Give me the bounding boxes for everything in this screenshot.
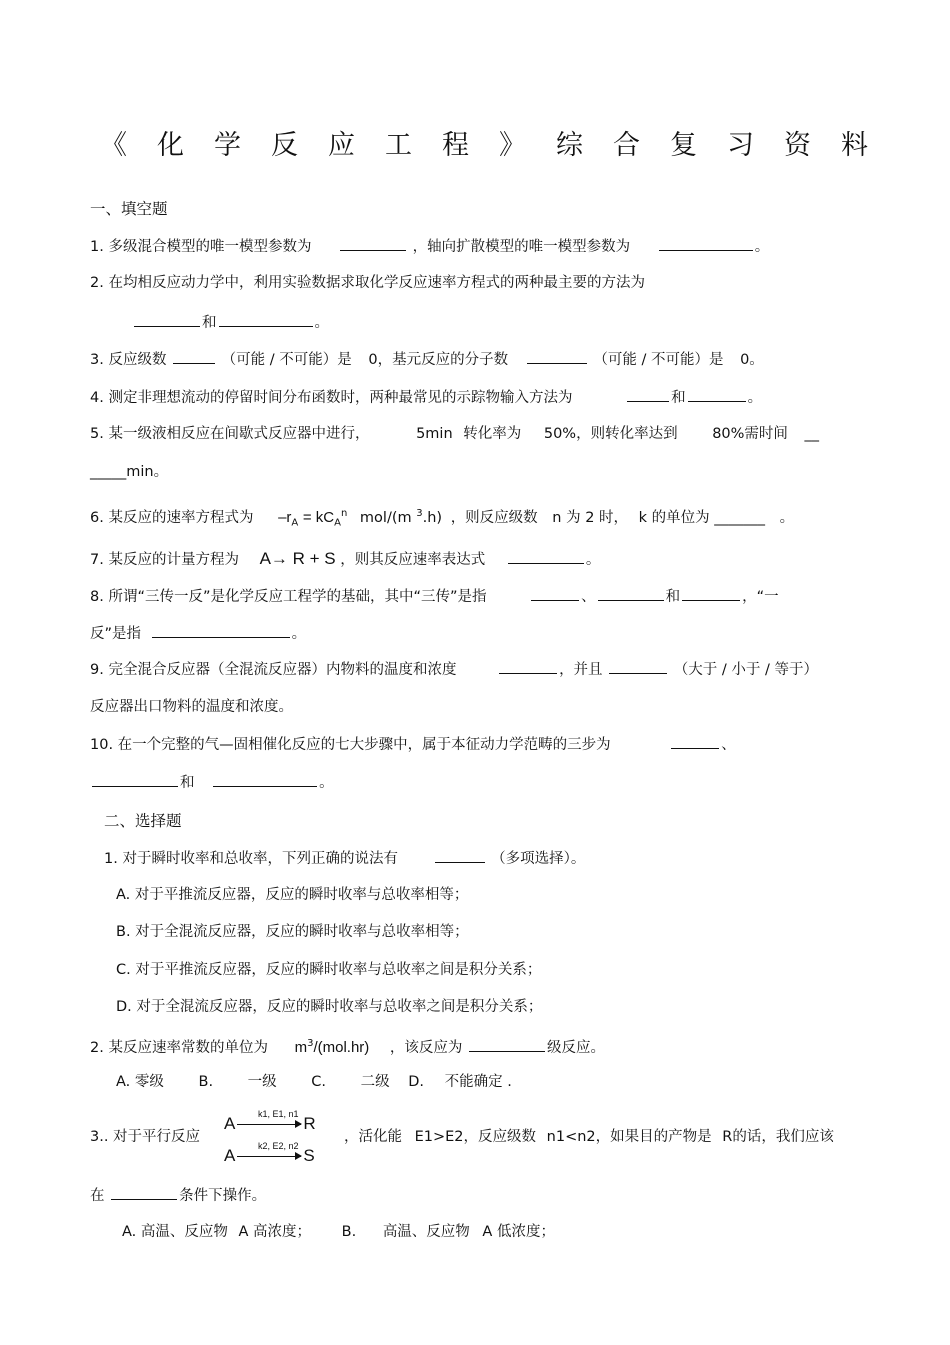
q8-text-d: ，“一	[742, 589, 779, 605]
question-3	[90, 348, 764, 371]
c2-option-b-letter[interactable]: B.	[198, 1074, 214, 1090]
c1-option-d[interactable]: D. 对于全混流反应器，反应的瞬时收率与总收率之间是积分关系；	[116, 999, 543, 1015]
page-title: 《化学反应工程》综合复习资料	[100, 130, 870, 161]
q3-text-c: 0，基元反应的分子数	[368, 352, 509, 368]
q6-text-l: k 的单位为	[638, 509, 710, 526]
q1-text-b: ，轴向扩散模型的唯一模型参数为	[412, 239, 631, 255]
q6-text-k: n 为 2 时，	[552, 509, 629, 526]
c3-option-a[interactable]: A. 高温、反应物	[122, 1224, 228, 1240]
c3-options	[122, 1221, 555, 1243]
section-heading-fill: 一、填空题	[90, 200, 168, 218]
q6-rate-sub-a: A	[291, 517, 299, 529]
c2-text-f: 级反应。	[547, 1039, 605, 1056]
q7-text-c: ，则其反应速率表达式	[340, 552, 486, 568]
q1-text-a: 1. 多级混合模型的唯一模型参数为	[90, 239, 312, 255]
c1-blank[interactable]	[435, 847, 485, 863]
c2-option-d-text[interactable]: 不能确定 .	[444, 1074, 512, 1090]
q5-text-a: 5. 某一级液相反应在间歇式反应器中进行，	[90, 426, 370, 442]
q4-blank-1[interactable]	[627, 386, 669, 402]
q8-blank-2[interactable]	[598, 585, 664, 601]
q8-text-c: 和	[665, 589, 681, 605]
q7-equation: A→ R + S	[259, 549, 336, 568]
reaction-1-reactant: A	[224, 1114, 236, 1133]
q8-blank-3[interactable]	[682, 585, 740, 601]
choice-1	[104, 847, 585, 870]
c3-text-b: ，活化能	[344, 1129, 402, 1145]
question-4	[90, 386, 762, 409]
c2-option-c-text[interactable]: 二级	[360, 1074, 390, 1090]
question-10-cont	[90, 771, 334, 794]
question-7	[90, 548, 600, 571]
q6-text-a: 6. 某反应的速率方程式为	[90, 509, 254, 526]
c2-option-b-text[interactable]: 一级	[247, 1074, 277, 1090]
question-5	[90, 423, 819, 445]
q6-blank-a[interactable]: ____	[714, 509, 744, 526]
q10-text-a: 10. 在一个完整的气—固相催化反应的七大步骤中，属于本征动力学范畴的三步为	[90, 737, 611, 753]
q5-text-e: 80%需时间	[712, 426, 788, 442]
q8-text-f: 。	[291, 626, 307, 642]
q6-text-o: 。	[779, 509, 795, 526]
q3-blank-2[interactable]	[527, 348, 587, 364]
q3-text-b: （可能 / 不可能）是	[221, 352, 352, 368]
choice-2	[90, 1033, 605, 1059]
section-heading-choice: 二、选择题	[104, 812, 182, 830]
q5-text-f: __	[804, 426, 820, 442]
q2-blank-1[interactable]	[134, 311, 200, 327]
c3-text-f: 在	[90, 1188, 105, 1204]
reaction-2-reactant: A	[224, 1146, 236, 1165]
c2-blank[interactable]	[469, 1036, 545, 1052]
c1-option-c[interactable]: C. 对于平推流反应器，反应的瞬时收率与总收率之间是积分关系；	[116, 962, 542, 978]
c2-option-d-letter[interactable]: D.	[408, 1074, 425, 1090]
c1-option-b[interactable]: B. 对于全混流反应器，反应的瞬时收率与总收率相等；	[116, 924, 469, 940]
q9-text-b: ，并且	[559, 662, 603, 678]
q1-blank-1[interactable]	[340, 235, 406, 251]
c3-option-b-text[interactable]: 高温、反应物	[382, 1224, 470, 1240]
q1-blank-2[interactable]	[659, 235, 753, 251]
c3-option-a-rest[interactable]: A 高浓度；	[238, 1224, 312, 1240]
c2-unit-sup: 3	[307, 1038, 314, 1049]
c2-text-e: ，该反应为	[389, 1039, 463, 1056]
c3-text-e: R的话，我们应该	[722, 1129, 834, 1145]
q4-text-c: 。	[747, 390, 763, 406]
reaction-1-product: R	[303, 1114, 316, 1133]
q1-text-c: 。	[754, 239, 770, 255]
question-10	[90, 733, 736, 756]
q6-blank-b[interactable]: ___	[743, 509, 766, 526]
question-9	[90, 658, 818, 681]
question-9-cont: 反应器出口物料的温度和浓度。	[90, 699, 293, 715]
reaction-2-arrow	[237, 1156, 301, 1157]
c3-text-g: 条件下操作。	[179, 1188, 267, 1204]
c3-text-c: E1>E2，反应级数	[414, 1129, 537, 1145]
c2-text-a: 2. 某反应速率常数的单位为	[90, 1039, 268, 1056]
q9-text-c: （大于 / 小于 / 等于）	[673, 662, 818, 678]
q4-blank-2[interactable]	[688, 386, 746, 402]
c3-option-b-rest[interactable]: A 低浓度；	[482, 1224, 555, 1240]
reaction-1-params: k1, E1, n1	[258, 1109, 299, 1119]
q3-text-a: 3. 反应级数	[90, 352, 167, 368]
q5-text-c: 转化率为	[463, 426, 522, 442]
c1-text-b: （多项选择）。	[491, 851, 586, 867]
question-2-answer-line	[132, 311, 329, 334]
q2-text-b: 和	[202, 315, 217, 331]
q6-units: mol/(m	[359, 509, 412, 526]
q6-units-end: .h)	[422, 509, 443, 526]
q3-text-e: 0。	[740, 352, 764, 368]
q6-rate-sub-a2: A	[334, 517, 341, 529]
reaction-1-arrow	[237, 1124, 301, 1125]
q3-blank-1[interactable]	[173, 348, 215, 364]
q7-text-a: 7. 某反应的计量方程为	[90, 552, 239, 568]
choice-3-label: 3.. 对于平行反应	[90, 1129, 201, 1145]
q4-text-b: 和	[671, 390, 686, 406]
q10-blank-2[interactable]	[92, 771, 178, 787]
c2-unit-rest: /(mol.hr)	[313, 1038, 370, 1056]
q8-blank-1[interactable]	[531, 585, 579, 601]
q10-blank-1[interactable]	[671, 733, 719, 749]
c2-option-c-letter[interactable]: C.	[311, 1074, 327, 1090]
choice-3-text	[344, 1126, 834, 1148]
q10-text-d: 。	[319, 775, 334, 791]
q7-blank[interactable]	[508, 548, 584, 564]
c2-option-a[interactable]: A. 零级	[116, 1074, 164, 1090]
q8-text-e: 反”是指	[90, 626, 142, 642]
q8-text-a: 8. 所谓“三传一反”是化学反应工程学的基础，其中“三传”是指	[90, 589, 487, 605]
q2-blank-2[interactable]	[219, 311, 313, 327]
q4-text-a: 4. 测定非理想流动的停留时间分布函数时，两种最常见的示踪物输入方法为	[90, 390, 573, 406]
c1-text: 1. 对于瞬时收率和总收率，下列正确的说法有	[104, 851, 398, 867]
question-8	[90, 585, 779, 608]
question-2: 2. 在均相反应动力学中，利用实验数据求取化学反应速率方程式的两种最主要的方法为	[90, 275, 645, 291]
q9-blank-1[interactable]	[499, 658, 557, 674]
q5-text-d: 50%，则转化率达到	[543, 426, 678, 442]
q7-text-d: 。	[585, 552, 601, 568]
c2-unit-m: m	[294, 1038, 308, 1056]
c3-blank[interactable]	[111, 1184, 177, 1200]
q9-blank-2[interactable]	[609, 658, 667, 674]
q5-text-b: 5min	[416, 426, 453, 442]
question-5-cont: _____min。	[90, 464, 169, 480]
q8-blank-4[interactable]	[152, 622, 290, 638]
q6-text-j: ，则反应级数	[450, 509, 538, 526]
question-8-cont	[90, 622, 306, 645]
q10-text-c: 和	[180, 775, 195, 791]
q6-rate-kc: = kC	[302, 508, 335, 526]
question-6	[90, 503, 794, 535]
q10-text-b: 、	[721, 737, 736, 753]
q2-text-c: 。	[314, 315, 329, 331]
parallel-reaction-scheme	[224, 1109, 346, 1167]
q6-rate-neg-r: –r	[278, 508, 292, 526]
q9-text-a: 9. 完全混合反应器（全混流反应器）内物料的温度和浓度	[90, 662, 457, 678]
c1-option-a[interactable]: A. 对于平推流反应器，反应的瞬时收率与总收率相等；	[116, 887, 469, 903]
c2-options	[116, 1071, 512, 1093]
c3-text-d: n1<n2，如果目的产物是	[546, 1129, 712, 1145]
q10-blank-3[interactable]	[213, 771, 317, 787]
q6-rate-sup-n: n	[340, 508, 348, 519]
q8-text-b: 、	[581, 589, 596, 605]
q3-text-d: （可能 / 不可能）是	[593, 352, 724, 368]
c3-option-b-letter[interactable]: B.	[341, 1224, 357, 1240]
question-1	[90, 235, 769, 258]
choice-3-cont	[90, 1184, 266, 1207]
reaction-2-product: S	[303, 1146, 315, 1165]
q6-units-sup: 3	[416, 508, 423, 519]
reaction-2-params: k2, E2, n2	[258, 1141, 299, 1151]
